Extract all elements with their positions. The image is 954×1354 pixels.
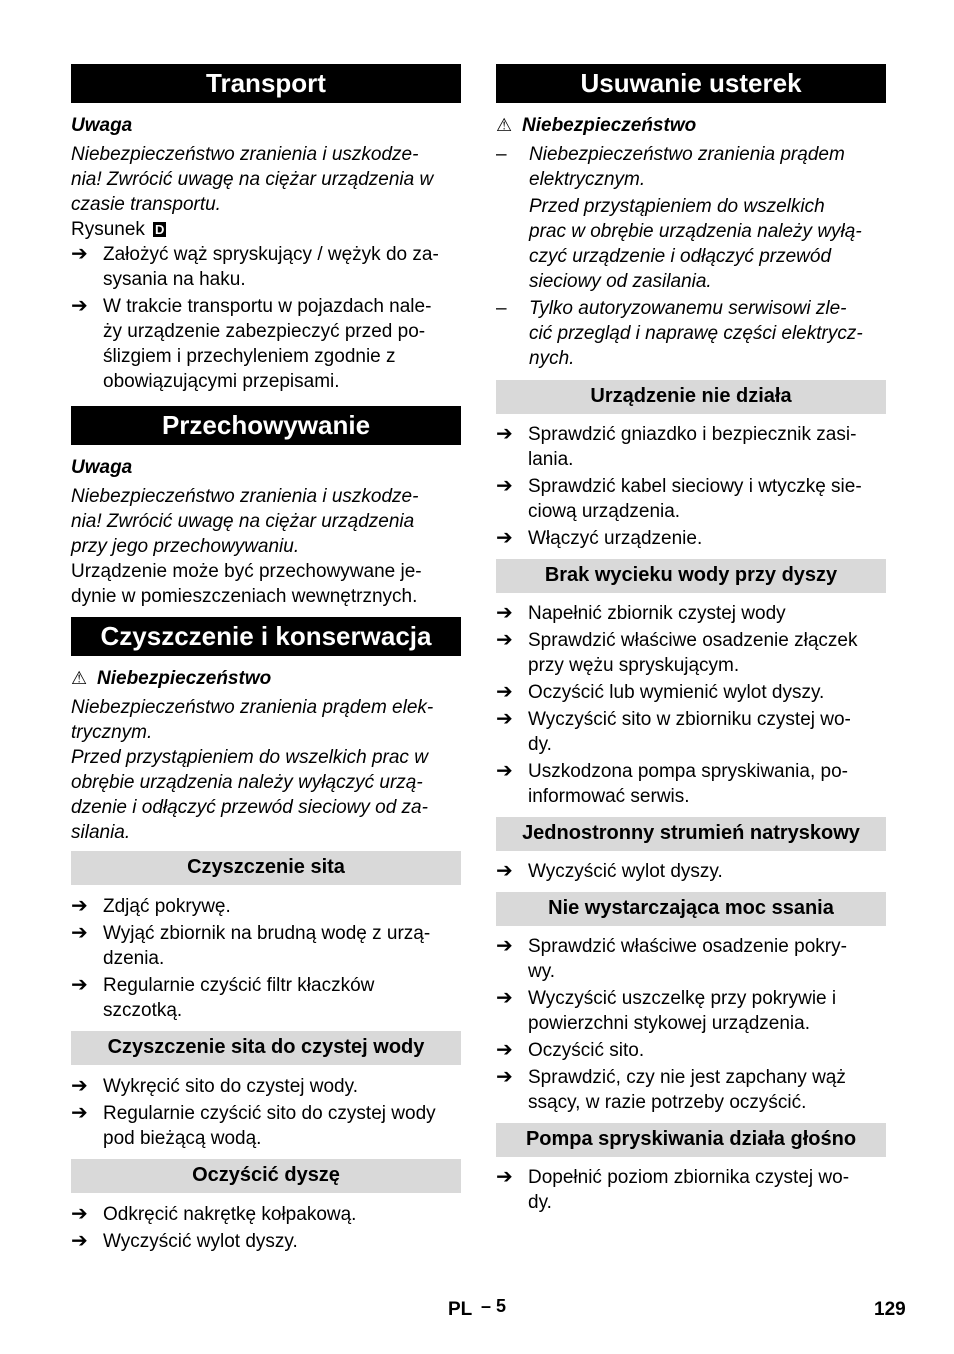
- list-item: ➔ Sprawdzić właściwe osadzenie pokry- wy.: [496, 935, 847, 982]
- list-item: ➔ Regularnie czyścić filtr kłaczków szczotką.: [71, 974, 375, 1021]
- arrow-right-icon: ➔: [496, 629, 513, 651]
- list-item: ➔ Sprawdzić gniazdko i bezpiecznik zasi- lania.: [496, 423, 857, 470]
- danger-label: ⚠ Niebezpieczeństwo: [71, 668, 272, 689]
- arrow-right-icon: ➔: [496, 1166, 513, 1188]
- arrow-right-icon: ➔: [71, 1102, 88, 1124]
- subsection-title: Czyszczenie sita: [71, 851, 461, 885]
- list-item: ➔ Wyczyścić wylot dyszy.: [71, 1230, 298, 1252]
- subsection-title: Pompa spryskiwania działa głośno: [496, 1123, 886, 1157]
- subsection-title: Brak wycieku wody przy dyszy: [496, 559, 886, 593]
- figure-d-icon: D: [155, 222, 165, 237]
- list-item: ➔ Sprawdzić właściwe osadzenie złączek przy wężu spryskującym.: [496, 629, 858, 676]
- arrow-right-icon: ➔: [71, 895, 88, 917]
- list-item: ➔ Wyczyścić uszczelkę przy pokrywie i powierzchni stykowej urządzenia.: [496, 987, 837, 1034]
- list-item: ➔ Napełnić zbiornik czystej wody: [496, 602, 786, 624]
- arrow-right-icon: ➔: [496, 475, 513, 497]
- arrow-right-icon: ➔: [71, 1203, 88, 1225]
- list-item: ➔ W trakcie transportu w pojazdach nale- ży urządzenie zabezpieczyć przed po- ślizgiem i przechyleniem zgodnie z obowiązującymi przepisami.: [71, 295, 432, 392]
- subsection-title: Urządzenie nie działa: [496, 380, 886, 414]
- list-item: ➔ Wyjąć zbiornik na brudną wodę z urzą- dzenia.: [71, 922, 431, 969]
- list-item: ➔ Wyczyścić wylot dyszy.: [496, 860, 723, 882]
- subsection-title: Nie wystarczająca moc ssania: [496, 892, 886, 926]
- footer-section-page: – 5: [481, 1296, 507, 1316]
- arrow-right-icon: ➔: [496, 602, 513, 624]
- subsection-title: Jednostronny strumień natryskowy: [496, 817, 886, 851]
- list-item: ➔ Wykręcić sito do czystej wody.: [71, 1075, 358, 1097]
- note-text: Niebezpieczeństwo zranienia i uszkodze- nia! Zwrócić uwagę na ciężar urządzenia przy jego przechowywaniu.: [71, 486, 419, 557]
- page-number: 129: [874, 1299, 906, 1320]
- arrow-right-icon: ➔: [496, 1066, 513, 1088]
- dash-list-item: – Tylko autoryzowanemu serwisowi zle- cić przegląd i naprawę części elektrycz- nych.: [496, 298, 863, 369]
- arrow-right-icon: ➔: [496, 935, 513, 957]
- arrow-right-icon: ➔: [71, 243, 88, 265]
- dash-bullet: –: [496, 298, 507, 319]
- right-column: [496, 64, 886, 1215]
- list-item: ➔ Sprawdzić, czy nie jest zapchany wąż ssący, w razie potrzeby oczyścić.: [496, 1066, 846, 1113]
- arrow-right-icon: ➔: [496, 1039, 513, 1061]
- storage-text: Urządzenie może być przechowywane je- dynie w pomieszczeniach wewnętrznych.: [71, 561, 422, 607]
- warning-triangle-icon: ⚠: [71, 668, 88, 688]
- danger-text: Niebezpieczeństwo zranienia prądem elek- trycznym. Przed przystąpieniem do wszelkich prac w obrębie urządzenia należy wyłączyć urzą- dzenie i odłączyć przewód sieciowy od za- silania.: [71, 697, 434, 843]
- subsection-title: Oczyścić dyszę: [71, 1159, 461, 1193]
- subsection-title: Czyszczenie sita do czystej wody: [71, 1031, 461, 1065]
- arrow-right-icon: ➔: [71, 1230, 88, 1252]
- list-item: ➔ Założyć wąż spryskujący / wężyk do za- sysania na haku.: [71, 243, 439, 290]
- note-label: Uwaga: [71, 115, 133, 136]
- footer-language: PL: [448, 1299, 473, 1320]
- left-column: [71, 64, 461, 1254]
- arrow-right-icon: ➔: [496, 423, 513, 445]
- list-item: ➔ Zdjąć pokrywę.: [71, 895, 231, 917]
- section-title-troubleshooting: Usuwanie usterek: [496, 64, 886, 103]
- arrow-right-icon: ➔: [496, 708, 513, 730]
- arrow-right-icon: ➔: [496, 760, 513, 782]
- list-item: ➔ Sprawdzić kabel sieciowy i wtyczkę sie- ciową urządzenia.: [496, 475, 862, 522]
- arrow-right-icon: ➔: [71, 974, 88, 996]
- list-item: ➔ Włączyć urządzenie.: [496, 527, 703, 549]
- warning-triangle-icon: ⚠: [496, 115, 513, 135]
- list-item: ➔ Wyczyścić sito w zbiorniku czystej wo- dy.: [496, 708, 851, 755]
- arrow-right-icon: ➔: [496, 527, 513, 549]
- arrow-right-icon: ➔: [496, 987, 513, 1009]
- list-item: ➔ Odkręcić nakrętkę kołpakową.: [71, 1203, 357, 1225]
- arrow-right-icon: ➔: [496, 860, 513, 882]
- arrow-right-icon: ➔: [496, 681, 513, 703]
- dash-list-item: – Niebezpieczeństwo zranienia prądem elektrycznym. Przed przystąpieniem do wszelkich prac w obrębie urządzenia należy wyłą- czyć urządzenie i odłączyć przewód sieciowy od zasilania.: [496, 144, 862, 292]
- list-item: ➔ Dopełnić poziom zbiornika czystej wo- dy.: [496, 1166, 850, 1213]
- list-item: ➔ Oczyścić sito.: [496, 1039, 645, 1061]
- list-item: ➔ Regularnie czyścić sito do czystej wody pod bieżącą wodą.: [71, 1102, 436, 1149]
- danger-label: ⚠ Niebezpieczeństwo: [496, 115, 697, 136]
- arrow-right-icon: ➔: [71, 922, 88, 944]
- arrow-right-icon: ➔: [71, 295, 88, 317]
- figure-reference: Rysunek D: [71, 219, 165, 240]
- note-label: Uwaga: [71, 457, 133, 478]
- section-title-storage: Przechowywanie: [71, 406, 461, 445]
- dash-bullet: –: [496, 144, 507, 165]
- list-item: ➔ Uszkodzona pompa spryskiwania, po- informować serwis.: [496, 760, 848, 807]
- section-title-transport: Transport: [71, 64, 461, 103]
- list-item: ➔ Oczyścić lub wymienić wylot dyszy.: [496, 681, 825, 703]
- section-title-cleaning: Czyszczenie i konserwacja: [71, 617, 461, 656]
- note-text: Niebezpieczeństwo zranienia i uszkodze- nia! Zwrócić uwagę na ciężar urządzenia w czasie transportu.: [71, 144, 434, 215]
- arrow-right-icon: ➔: [71, 1075, 88, 1097]
